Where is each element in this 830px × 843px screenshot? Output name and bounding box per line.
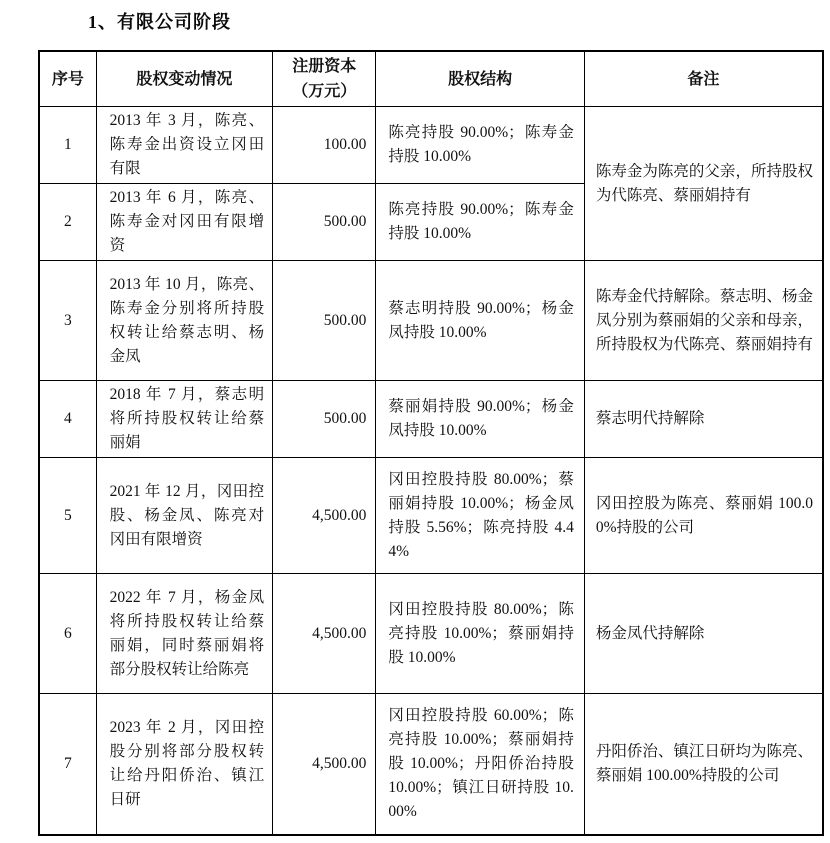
registered-capital-cell: 500.00 — [273, 381, 376, 458]
remark-cell: 蔡志明代持解除 — [584, 381, 823, 458]
remark-cell: 陈寿金代持解除。蔡志明、杨金凤分别为蔡丽娟的父亲和母亲，所持股权为代陈亮、蔡丽娟持有 — [584, 261, 823, 381]
equity-change-cell: 2013 年 10 月，陈亮、陈寿金分别将所持股权转让给蔡志明、杨金凤 — [96, 261, 272, 381]
equity-change-cell: 2018 年 7 月，蔡志明将所持股权转让给蔡丽娟 — [96, 381, 272, 458]
table-row — [39, 381, 823, 458]
table-row — [39, 574, 823, 694]
equity-structure-cell: 陈亮持股 90.00%；陈寿金持股 10.00% — [376, 184, 585, 261]
serial-cell: 6 — [39, 574, 96, 694]
serial-cell: 7 — [39, 694, 96, 835]
remark-cell: 冈田控股为陈亮、蔡丽娟 100.00%持股的公司 — [584, 458, 823, 574]
header-serial: 序号 — [39, 51, 96, 107]
registered-capital-cell: 500.00 — [273, 184, 376, 261]
equity-structure-cell: 冈田控股持股 80.00%；蔡丽娟持股 10.00%；杨金凤持股 5.56%；陈亮持股 4.44% — [376, 458, 585, 574]
equity-structure-cell: 冈田控股持股 60.00%；陈亮持股 10.00%；蔡丽娟持股 10.00%；丹阳侨治持股 10.00%；镇江日研持股 10.00% — [376, 694, 585, 835]
serial-cell: 3 — [39, 261, 96, 381]
equity-structure-cell: 冈田控股持股 80.00%；陈亮持股 10.00%；蔡丽娟持股 10.00% — [376, 574, 585, 694]
equity-change-cell: 2022 年 7 月，杨金凤将所持股权转让给蔡丽娟，同时蔡丽娟将部分股权转让给陈亮 — [96, 574, 272, 694]
header-remark: 备注 — [584, 51, 823, 107]
header-equity-change: 股权变动情况 — [96, 51, 272, 107]
table-row — [39, 107, 823, 184]
registered-capital-cell: 100.00 — [273, 107, 376, 184]
equity-change-cell: 2023 年 2 月，冈田控股分别将部分股权转让给丹阳侨治、镇江日研 — [96, 694, 272, 835]
equity-change-cell: 2021 年 12 月，冈田控股、杨金凤、陈亮对冈田有限增资 — [96, 458, 272, 574]
equity-structure-cell: 陈亮持股 90.00%；陈寿金持股 10.00% — [376, 107, 585, 184]
equity-structure-cell: 蔡志明持股 90.00%；杨金凤持股 10.00% — [376, 261, 585, 381]
equity-structure-cell: 蔡丽娟持股 90.00%；杨金凤持股 10.00% — [376, 381, 585, 458]
header-equity-structure: 股权结构 — [376, 51, 585, 107]
section-title: 1、有限公司阶段 — [88, 12, 231, 32]
equity-change-cell: 2013 年 3 月，陈亮、陈寿金出资设立冈田有限 — [96, 107, 272, 184]
registered-capital-cell: 4,500.00 — [273, 458, 376, 574]
header-registered-capital — [273, 51, 376, 107]
registered-capital-cell: 4,500.00 — [273, 574, 376, 694]
serial-cell: 2 — [39, 184, 96, 261]
registered-capital-cell: 500.00 — [273, 261, 376, 381]
remark-cell: 陈寿金为陈亮的父亲，所持股权为代陈亮、蔡丽娟持有 — [584, 107, 823, 261]
serial-cell: 4 — [39, 381, 96, 458]
equity-change-cell: 2013 年 6 月，陈亮、陈寿金对冈田有限增资 — [96, 184, 272, 261]
header-registered-capital-line2: （万元） — [292, 83, 357, 100]
header-registered-capital-line1: 注册资本 — [292, 58, 357, 75]
registered-capital-cell: 4,500.00 — [273, 694, 376, 835]
equity-change-table — [38, 50, 824, 836]
table-header-row — [39, 51, 823, 107]
serial-cell: 1 — [39, 107, 96, 184]
remark-cell: 丹阳侨治、镇江日研均为陈亮、蔡丽娟 100.00%持股的公司 — [584, 694, 823, 835]
table-row — [39, 458, 823, 574]
table-row — [39, 694, 823, 835]
table-row — [39, 261, 823, 381]
serial-cell: 5 — [39, 458, 96, 574]
remark-cell: 杨金凤代持解除 — [584, 574, 823, 694]
